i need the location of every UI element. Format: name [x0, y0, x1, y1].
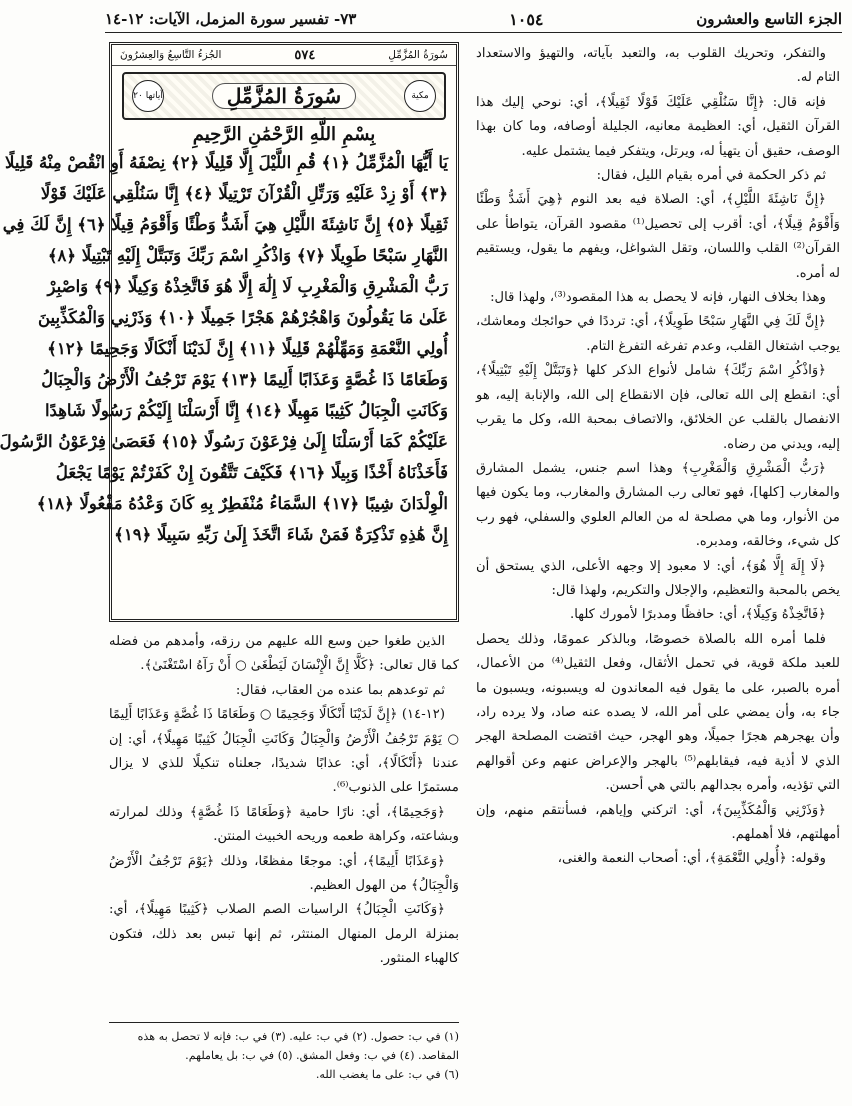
- quran-line: عَلَىٰ مَا يَقُولُونَ وَاهْجُرْهُمْ هَجْرًا جَمِيلًا ﴿١٠﴾ وَذَرْنِي وَالْمُكَذِّبِينَ: [37, 308, 448, 327]
- footnote: (١) في ب: حصول. (٢) في ب: عليه. (٣) في ب: فإنه لا تحصل به هذه المقاصد. (٤) في ب: وفعل المشق. (٥) في ب: بل يعاملهم.: [137, 1030, 459, 1062]
- mushaf-surah-label: سُورَةُ المُزَّمِّلِ: [388, 49, 448, 61]
- basmala: بِسْمِ اللَّهِ الرَّحْمَٰنِ الرَّحِيمِ: [192, 124, 376, 145]
- tafsir-under-mushaf: [109, 630, 459, 972]
- commentary-paragraph: ﴿وَكَانَتِ الْجِبَالُ﴾ الراسيات الصم الصلاب ﴿كَثِيبًا مَهِيلًا﴾، أي: بمنزلة الرمل المنهال المنتثر، ثم إنها تبس بعد ذلك، فتكون كالهباء المنثور.: [109, 902, 459, 967]
- mushaf-page-image: [0, 42, 459, 622]
- commentary-paragraph: (١٢-١٤) ﴿إِنَّ لَدَيْنَا أَنْكَالًا وَجَحِيمًا ○ وَطَعَامًا ذَا غُصَّةٍ وَعَذَابًا أَلِيمًا ○ يَوْمَ تَرْجُفُ الْأَرْضُ وَالْجِبَالُ وَكَانَتِ الْجِبَالُ كَثِيبًا مَهِيلًا﴾، أي: إن عندنا ﴿أَنْكَالًا﴾، أي: عذابًا شديدًا، جعلناه تنكيلًا للذي لا يزال مستمرًا على الذنوب⁽⁶⁾.: [109, 707, 459, 796]
- mushaf-page-number: ٥٧٤: [294, 47, 316, 63]
- commentary-paragraph: ﴿لَا إِلَهَ إِلَّا هُوَ﴾، أي: لا معبود إلا وجهه الأعلى، الذي يستحق أن يخص بالمحبة والتعظيم، والإجلال والتكريم، ولهذا قال:: [476, 558, 840, 598]
- quran-text: [0, 147, 456, 550]
- quran-line: النَّهَارِ سَبْحًا طَوِيلًا ﴿٧﴾ وَاذْكُرِ اسْمَ رَبِّكَ وَتَبَتَّلْ إِلَيْهِ تَبْتِيلًا ﴿٨﴾: [47, 246, 448, 265]
- commentary-paragraph: ﴿إِنَّ لَكَ فِي النَّهَارِ سَبْحًا طَوِيلًا﴾، أي: ترددًا في حوائجك ومعاشك، يوجب اشتغال القلب، وعدم تفرغه التفرغ التام.: [476, 314, 840, 354]
- revelation-medal: مكية: [404, 80, 436, 112]
- commentary-paragraph: ﴿وَاذْكُرِ اسْمَ رَبِّكَ﴾ شامل لأنواع الذكر كلها ﴿وَتَبَتَّلْ إِلَيْهِ تَبْتِيلًا﴾، أي: انقطع إلى الله تعالى، فإن الانقطاع إلى الله، والإنابة إليه، هو الانفصال بالقلب عن الخلائق، والاتصاف بمحبة الله، وكل ما يقرب إليه، ويدني من رضاه.: [476, 363, 840, 452]
- commentary-paragraph: والتفكر، وتحريك القلوب به، والتعبد بآياته، والتهيؤ والاستعداد التام له.: [476, 46, 840, 86]
- commentary-paragraph: فلما أمره الله بالصلاة خصوصًا، وبالذكر عمومًا، وذلك يحصل للعبد ملكة قوية، في تحمل الأثقال، وفعل الثقيل⁽⁴⁾ من الأعمال، أمره بالصبر، على ما يقول فيه المعاندون له ويسبونه، ويسبون ما جاء به، وأن يمضي على أمر الله، لا يصده عنه صاد، ولا يرده راد، وأن يهجرهم هجرًا جميلًا، وهو الهجر، حيث اقتضت المصلحة الهجر الذي لا أذية فيه، فيقابلهم⁽⁵⁾ بالهجر والإعراض عنهم وعن أقوالهم التي تؤذيه، وأمره بجدالهم بالتي هي أحسن.: [476, 631, 840, 794]
- commentary-paragraph: فإنه قال: ﴿إِنَّا سَنُلْقِي عَلَيْكَ قَوْلًا ثَقِيلًا﴾، أي: نوحي إليك هذا القرآن الثقيل، أي: العظيمة معانيه، الجليلة أوصافه، وما كان بهذا الوصف، حقيق أن يتهيأ له، ويرتل، ويتفكر فيما يشتمل عليه.: [476, 94, 840, 159]
- quran-line: عَلَيْكُمْ كَمَا أَرْسَلْنَا إِلَىٰ فِرْعَوْنَ رَسُولًا ﴿١٥﴾ فَعَصَىٰ فِرْعَوْنُ الرَّسُولَ: [0, 432, 448, 451]
- quran-line: وَطَعَامًا ذَا غُصَّةٍ وَعَذَابًا أَلِيمًا ﴿١٣﴾ يَوْمَ تَرْجُفُ الْأَرْضُ وَالْجِبَالُ: [41, 370, 448, 389]
- ayah-count-medal: آياتها ٢٠: [132, 80, 164, 112]
- commentary-paragraph: الذين طغوا حين وسع الله عليهم من رزقه، وأمدهم من فضله كما قال تعالى: ﴿كَلَّا إِنَّ الْإِنْسَانَ لَيَطْغَىٰ ○ أَنْ رَآهُ اسْتَغْنَىٰ﴾.: [109, 634, 459, 674]
- commentary-paragraph: ﴿وَجَحِيمًا﴾، أي: نارًا حامية ﴿وَطَعَامًا ذَا غُصَّةٍ﴾ وذلك لمرارته وبشاعته، وكراهة طعمه وريحه الخبيث المنتن.: [109, 804, 459, 845]
- commentary-paragraph: ﴿وَذَرْنِي وَالْمُكَذِّبِينَ﴾، أي: اتركني وإياهم، فسأنتقم منهم، وإن أمهلتهم، فلا أهملهم.: [476, 802, 840, 842]
- left-column: [0, 42, 459, 1100]
- quran-line: وَكَانَتِ الْجِبَالُ كَثِيبًا مَهِيلًا ﴿١٤﴾ إِنَّا أَرْسَلْنَا إِلَيْكُمْ رَسُولًا شَاهِدًا: [44, 401, 448, 420]
- commentary-paragraph: ثم ذكر الحكمة في أمره بقيام الليل، فقال:: [596, 168, 826, 184]
- quran-line: ثَقِيلًا ﴿٥﴾ إِنَّ نَاشِئَةَ اللَّيْلِ هِيَ أَشَدُّ وَطْئًا وَأَقْوَمُ قِيلًا ﴿٦﴾ إِنَّ لَكَ فِي: [2, 215, 448, 234]
- commentary-column: [476, 42, 840, 1100]
- commentary-paragraph: ﴿إِنَّ نَاشِئَةَ اللَّيْلِ﴾، أي: الصلاة فيه بعد النوم ﴿هِيَ أَشَدُّ وَطْئًا وَأَقْوَمُ قِيلًا﴾، أي: أقرب إلى تحصيل⁽¹⁾ مقصود القرآن، يتواطأ على القرآن⁽²⁾ القلب واللسان، وتقل الشواغل، ويفهم ما يقول، ويستقيم له أمره.: [476, 192, 841, 281]
- quran-line: أُولِي النَّعْمَةِ وَمَهِّلْهُمْ قَلِيلًا ﴿١١﴾ إِنَّ لَدَيْنَا أَنْكَالًا وَجَحِيمًا ﴿١٢﴾: [47, 339, 448, 358]
- commentary-paragraph: ﴿رَبُّ الْمَشْرِقِ وَالْمَغْرِبِ﴾ وهذا اسم جنس، يشمل المشارق والمغارب [كلها]، فهو تعالى رب المشارق والمغارب، وما يكون فيها من الأنوار، وما هي مصلحة له من العالم العلوي والسفلي، فهو رب كل شيء، وخالقه، ومدبره.: [476, 460, 840, 550]
- commentary-paragraph: ﴿فَاتَّخِذْهُ وَكِيلًا﴾، أي: حافظًا ومدبرًا لأمورك كلها.: [570, 607, 826, 623]
- footnotes: [109, 1022, 459, 1084]
- commentary-paragraph: وهذا بخلاف النهار، فإنه لا يحصل به هذا المقصود⁽³⁾، ولهذا قال:: [490, 290, 826, 306]
- quran-line: يَا أَيُّهَا الْمُزَّمِّلُ ﴿١﴾ قُمِ اللَّيْلَ إِلَّا قَلِيلًا ﴿٢﴾ نِصْفَهُ أَوِ انْقُصْ مِنْهُ قَلِيلًا: [5, 153, 448, 172]
- surah-banner: [122, 72, 446, 120]
- quran-line: إِنَّ هَٰذِهِ تَذْكِرَةٌ فَمَنْ شَاءَ اتَّخَذَ إِلَىٰ رَبِّهِ سَبِيلًا ﴿١٩﴾: [114, 525, 448, 544]
- commentary-paragraph: ﴿وَعَذَابًا أَلِيمًا﴾، أي: موجعًا مفظعًا، وذلك ﴿يَوْمَ تَرْجُفُ الْأَرْضُ وَالْجِبَالُ﴾ من الهول العظيم.: [109, 853, 459, 894]
- quran-line: رَبُّ الْمَشْرِقِ وَالْمَغْرِبِ لَا إِلَٰهَ إِلَّا هُوَ فَاتَّخِذْهُ وَكِيلًا ﴿٩﴾ وَاصْبِرْ: [47, 277, 448, 296]
- header-part-title: الجزء التاسع والعشرون: [696, 10, 842, 28]
- running-header: [105, 6, 842, 33]
- footnote: (٦) في ب: على ما يغضب الله.: [315, 1068, 459, 1081]
- header-section-title: ٧٣- تفسير سورة المزمل، الآيات: ١٢-١٤: [105, 10, 357, 28]
- quran-line: فَأَخَذْنَاهُ أَخْذًا وَبِيلًا ﴿١٦﴾ فَكَيْفَ تَتَّقُونَ إِنْ كَفَرْتُمْ يَوْمًا يَجْعَلُ: [55, 463, 448, 482]
- commentary-paragraph: وقوله: ﴿أُولِي النَّعْمَةِ﴾، أي: أصحاب النعمة والغنى،: [557, 851, 826, 867]
- commentary-paragraph: ثم توعدهم بما عنده من العقاب، فقال:: [235, 682, 445, 698]
- quran-line: الْوِلْدَانَ شِيبًا ﴿١٧﴾ السَّمَاءُ مُنْفَطِرٌ بِهِ كَانَ وَعْدُهُ مَفْعُولًا ﴿١٨﴾: [36, 494, 448, 513]
- surah-title: سُورَةُ المُزَّمِّلِ: [212, 83, 356, 109]
- mushaf-juz-label: الجُزءُ التَّاسِعُ وَالعِشرُونَ: [120, 49, 222, 61]
- quran-line: ﴿٣﴾ أَوْ زِدْ عَلَيْهِ وَرَتِّلِ الْقُرْآنَ تَرْتِيلًا ﴿٤﴾ إِنَّا سَنُلْقِي عَلَيْكَ قَوْلًا: [40, 184, 448, 203]
- mushaf-top-bar: [112, 45, 456, 66]
- page-number: ١٠٥٤: [509, 9, 544, 29]
